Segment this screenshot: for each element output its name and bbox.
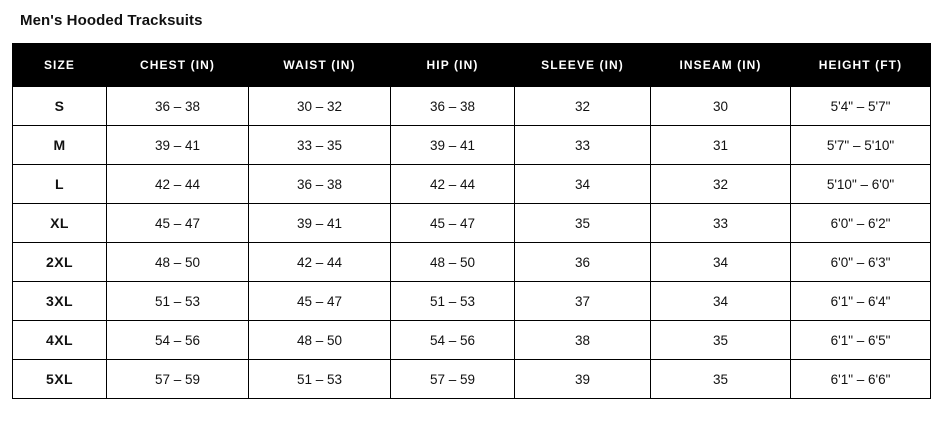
cell-inseam: 30 [651,87,791,126]
cell-inseam: 31 [651,126,791,165]
cell-inseam: 35 [651,360,791,399]
cell-chest: 51 – 53 [107,282,249,321]
table-row [13,360,931,399]
cell-sleeve: 39 [515,360,651,399]
cell-waist: 51 – 53 [249,360,391,399]
table-row [13,126,931,165]
cell-chest: 57 – 59 [107,360,249,399]
cell-chest: 36 – 38 [107,87,249,126]
cell-sleeve: 36 [515,243,651,282]
cell-hip: 48 – 50 [391,243,515,282]
cell-size: 2XL [13,243,107,282]
table-row [13,87,931,126]
cell-sleeve: 32 [515,87,651,126]
cell-hip: 36 – 38 [391,87,515,126]
table-row [13,165,931,204]
cell-height: 6'0" – 6'3" [791,243,931,282]
column-header-sleeve: SLEEVE (IN) [515,44,651,87]
cell-chest: 54 – 56 [107,321,249,360]
cell-size: XL [13,204,107,243]
cell-sleeve: 35 [515,204,651,243]
cell-hip: 51 – 53 [391,282,515,321]
cell-sleeve: 37 [515,282,651,321]
cell-height: 6'1" – 6'4" [791,282,931,321]
cell-inseam: 34 [651,282,791,321]
cell-inseam: 33 [651,204,791,243]
cell-height: 5'4" – 5'7" [791,87,931,126]
cell-size: 3XL [13,282,107,321]
cell-height: 6'1" – 6'6" [791,360,931,399]
cell-sleeve: 34 [515,165,651,204]
cell-sleeve: 38 [515,321,651,360]
cell-size: 5XL [13,360,107,399]
cell-inseam: 34 [651,243,791,282]
cell-waist: 36 – 38 [249,165,391,204]
cell-waist: 45 – 47 [249,282,391,321]
table-body [13,87,931,399]
cell-hip: 54 – 56 [391,321,515,360]
cell-height: 6'1" – 6'5" [791,321,931,360]
cell-waist: 42 – 44 [249,243,391,282]
cell-waist: 30 – 32 [249,87,391,126]
column-header-height: HEIGHT (FT) [791,44,931,87]
table-header-row [13,44,931,87]
cell-sleeve: 33 [515,126,651,165]
column-header-waist: WAIST (IN) [249,44,391,87]
column-header-size: SIZE [13,44,107,87]
table-row [13,204,931,243]
column-header-hip: HIP (IN) [391,44,515,87]
cell-waist: 33 – 35 [249,126,391,165]
table-row [13,282,931,321]
cell-chest: 42 – 44 [107,165,249,204]
page-title: Men's Hooded Tracksuits [20,12,203,29]
cell-waist: 48 – 50 [249,321,391,360]
cell-size: L [13,165,107,204]
cell-inseam: 32 [651,165,791,204]
cell-chest: 48 – 50 [107,243,249,282]
table-row [13,321,931,360]
table-header [13,44,931,87]
cell-chest: 45 – 47 [107,204,249,243]
cell-hip: 42 – 44 [391,165,515,204]
cell-height: 6'0" – 6'2" [791,204,931,243]
cell-hip: 39 – 41 [391,126,515,165]
cell-chest: 39 – 41 [107,126,249,165]
cell-size: M [13,126,107,165]
cell-height: 5'10" – 6'0" [791,165,931,204]
size-chart-table [12,43,931,399]
cell-height: 5'7" – 5'10" [791,126,931,165]
cell-size: 4XL [13,321,107,360]
cell-waist: 39 – 41 [249,204,391,243]
cell-size: S [13,87,107,126]
column-header-chest: CHEST (IN) [107,44,249,87]
cell-inseam: 35 [651,321,791,360]
cell-hip: 57 – 59 [391,360,515,399]
column-header-inseam: INSEAM (IN) [651,44,791,87]
table-row [13,243,931,282]
cell-hip: 45 – 47 [391,204,515,243]
